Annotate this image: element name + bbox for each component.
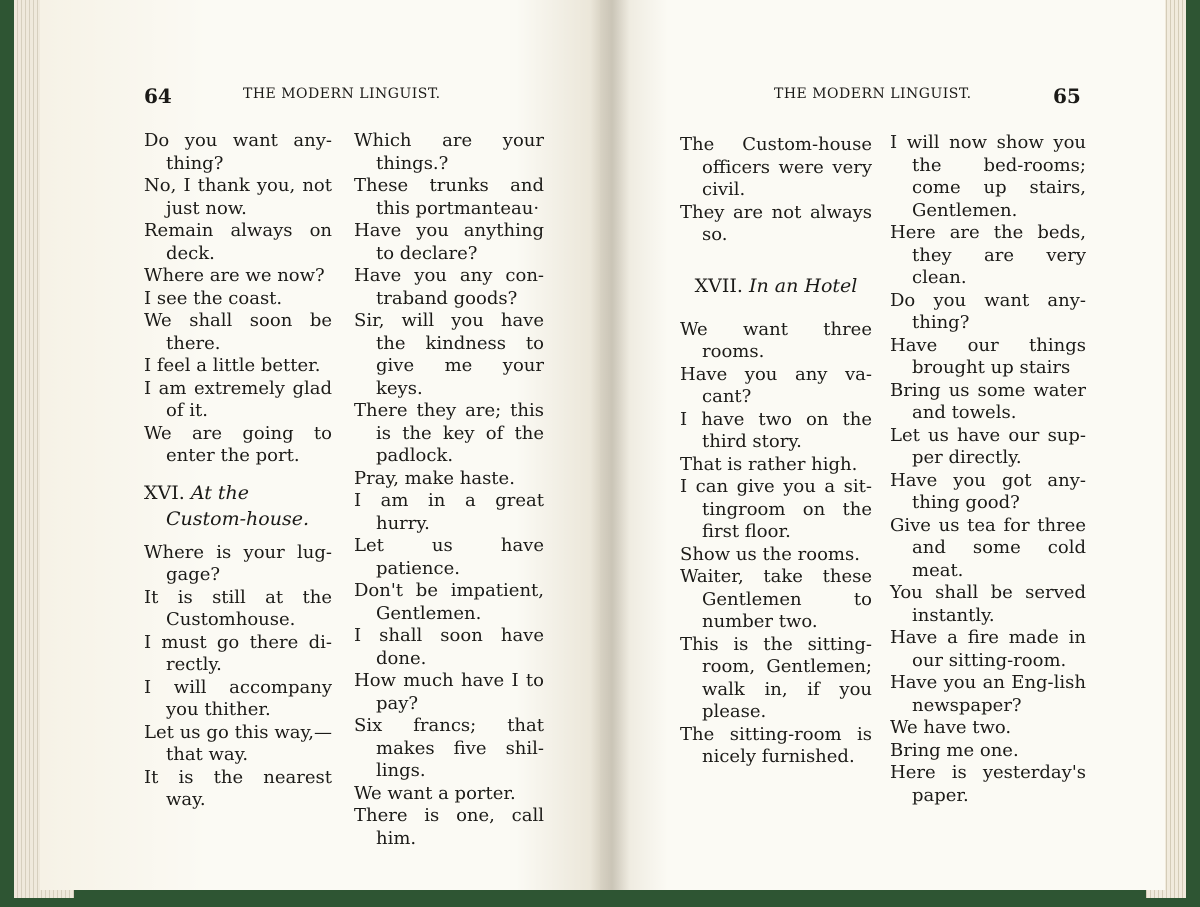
phrase-entry: The sitting-room is nicely furnished. — [680, 723, 872, 767]
phrase-entry: Let us have patience. — [354, 535, 544, 579]
phrase-entry: Remain always on deck. — [144, 220, 332, 264]
phrase-entry: Do you want any-thing? — [144, 130, 332, 174]
phrase-entry: Bring us some water and towels. — [890, 379, 1086, 423]
page-number: 65 — [1053, 84, 1081, 108]
phrase-entry: Don't be impatient, Gentlemen. — [354, 580, 544, 624]
section-number: XVII. — [694, 274, 743, 297]
page-number: 64 — [144, 84, 172, 108]
right-page-column-1 — [680, 134, 872, 769]
phrase-entry: I see the coast. — [144, 287, 283, 309]
phrase-entry: Show us the rooms. — [680, 543, 860, 565]
phrase-entry: Have you any con-traband goods? — [354, 265, 544, 309]
phrase-entry: Let us have our sup-per directly. — [890, 424, 1086, 468]
phrase-entry: I am in a great hurry. — [354, 490, 544, 534]
phrase-entry: We shall soon be there. — [144, 310, 332, 354]
section-title: In an Hotel — [749, 274, 858, 297]
phrase-entry: How much have I to pay? — [354, 670, 544, 714]
section-number: XVI. — [144, 481, 185, 504]
running-header: THE MODERN LINGUIST. — [774, 86, 972, 102]
phrase-entry: Have our things brought up stairs — [890, 334, 1086, 378]
phrase-entry: You shall be served instantly. — [890, 582, 1086, 626]
phrase-entry: That is rather high. — [680, 453, 858, 475]
phrase-entry: Sir, will you have the kindness to give me your keys. — [354, 310, 544, 399]
phrase-entry: There they are; this is the key of the padlock. — [354, 400, 544, 466]
phrase-entry: I must go there di-rectly. — [144, 631, 332, 675]
phrase-entry: We are going to enter the port. — [144, 422, 332, 466]
left-page-column-2 — [354, 130, 544, 850]
section-heading — [680, 273, 872, 299]
phrase-entry: Have you got any-thing good? — [890, 469, 1086, 513]
phrase-entry: Waiter, take these Gentlemen to number two. — [680, 566, 872, 632]
phrase-entry: Have you any va-cant? — [680, 363, 872, 407]
phrase-entry: Here is yesterday's paper. — [890, 762, 1086, 806]
right-page-column-2 — [890, 132, 1086, 807]
phrase-entry: Let us go this way,— that way. — [144, 721, 332, 765]
phrase-entry: I will accompany you thither. — [144, 676, 332, 720]
right-page — [600, 0, 1165, 890]
left-page-column-1 — [144, 130, 332, 812]
phrase-entry: Here are the beds, they are very clean. — [890, 222, 1086, 288]
left-page — [40, 0, 600, 890]
phrase-entry: We have two. — [890, 717, 1012, 738]
phrase-entry: Give us tea for three and some cold meat. — [890, 514, 1086, 581]
phrase-entry: The Custom-house officers were very civil. — [680, 134, 872, 200]
phrase-entry: I shall soon have done. — [354, 625, 544, 669]
phrase-entry: I will now show you the bed-rooms; come up stairs, Gentlemen. — [890, 132, 1086, 221]
section-heading — [144, 480, 332, 532]
phrase-entry: There is one, call him. — [354, 805, 544, 849]
phrase-entry: Which are your things.? — [354, 130, 544, 174]
phrase-entry: These trunks and this portmanteau· — [354, 175, 544, 219]
phrase-entry: Have you an Eng-lish newspaper? — [890, 672, 1086, 716]
book-gutter — [590, 0, 630, 890]
phrase-entry: This is the sitting-room, Gentlemen; walk in, if you please. — [680, 633, 872, 722]
phrase-entry: We want three rooms. — [680, 318, 872, 362]
phrase-entry: I feel a little better. — [144, 355, 321, 376]
phrase-entry: Six francs; that makes five shil-lings. — [354, 715, 544, 781]
phrase-entry: I can give you a sit-tingroom on the first floor. — [680, 476, 872, 542]
phrase-entry: Have a fire made in our sitting-room. — [890, 627, 1086, 671]
phrase-entry: Have you anything to declare? — [354, 220, 544, 264]
phrase-entry: It is still at the Customhouse. — [144, 586, 332, 630]
phrase-entry: Pray, make haste. — [354, 467, 515, 489]
phrase-entry: Where are we now? — [144, 265, 325, 286]
phrase-entry: No, I thank you, not just now. — [144, 175, 332, 219]
section-title: At the Custom-house. — [166, 481, 309, 530]
phrase-entry: Where is your lug-gage? — [144, 541, 332, 585]
running-header: THE MODERN LINGUIST. — [243, 86, 441, 102]
phrase-entry: They are not always so. — [680, 201, 872, 245]
phrase-entry: Do you want any-thing? — [890, 289, 1086, 333]
phrase-entry: I have two on the third story. — [680, 408, 872, 452]
phrase-entry: It is the nearest way. — [144, 766, 332, 810]
phrase-entry: I am extremely glad of it. — [144, 377, 332, 421]
phrase-entry: Bring me one. — [890, 739, 1019, 761]
phrase-entry: We want a porter. — [354, 782, 516, 804]
